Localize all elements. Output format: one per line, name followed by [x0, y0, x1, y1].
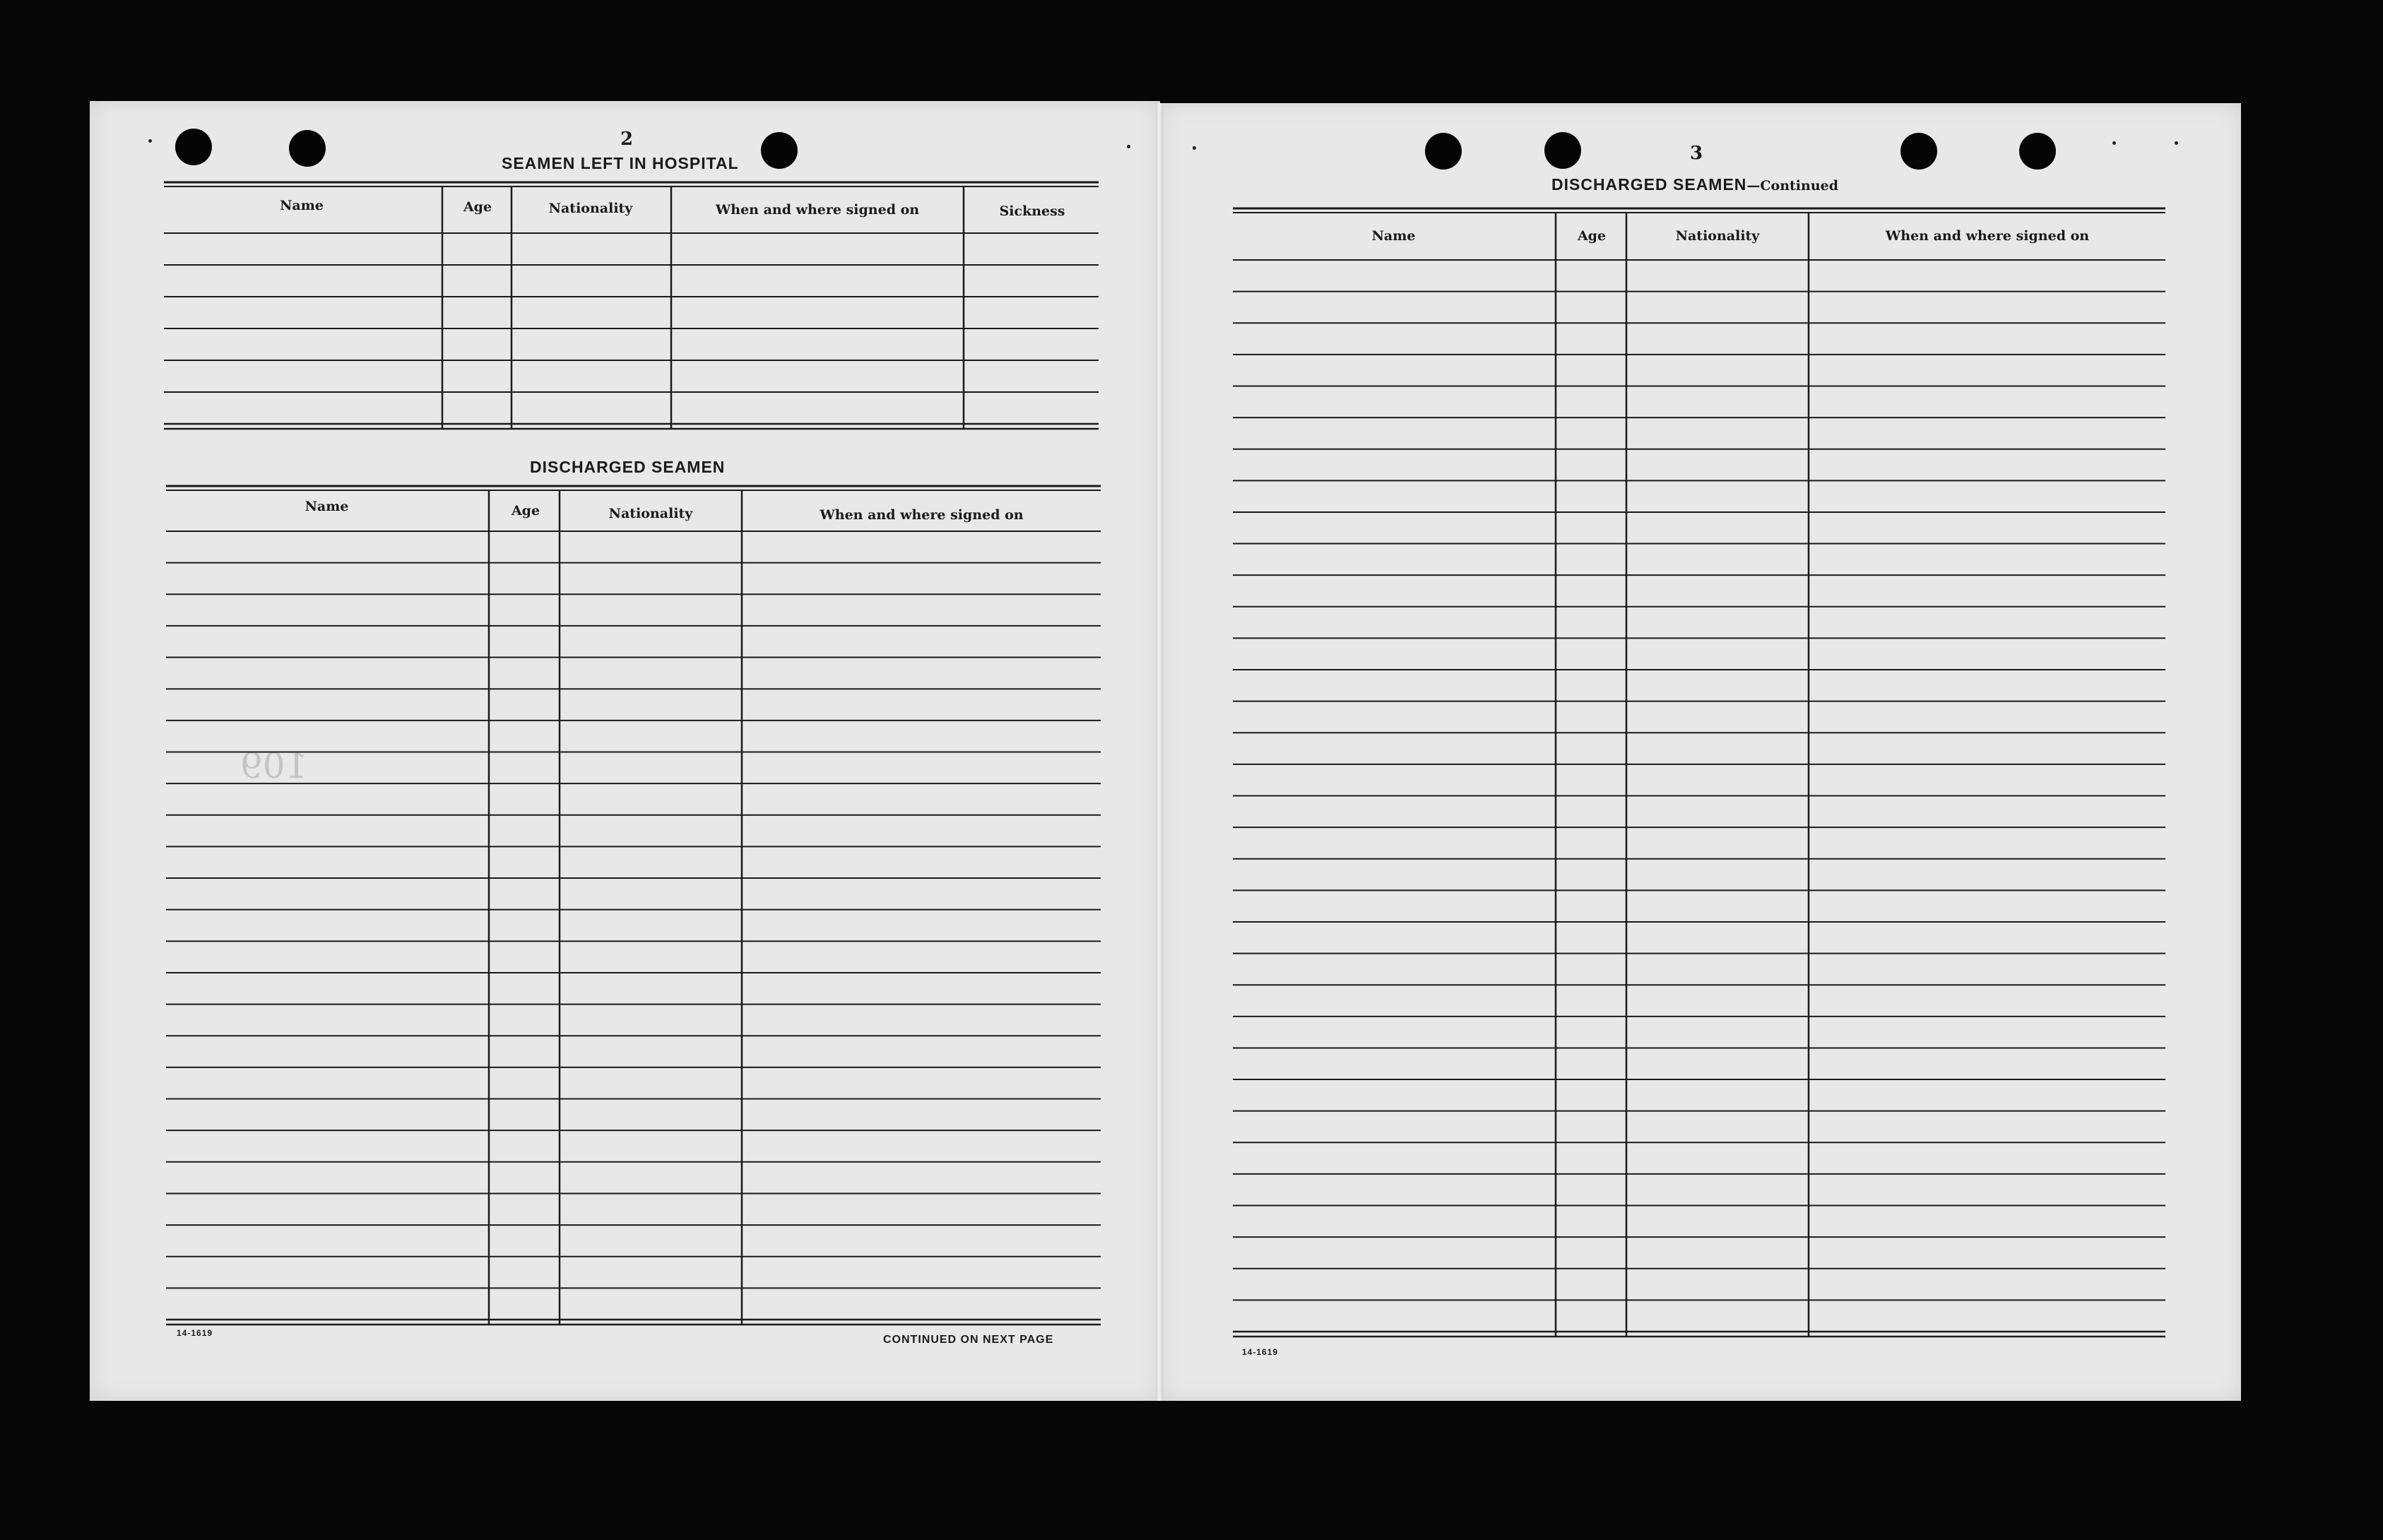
hospital-col-name: Name [280, 198, 324, 213]
right-col-name: Name [1371, 228, 1416, 244]
right-col-signed-on: When and where signed on [1885, 228, 2090, 244]
continued-note: CONTINUED ON NEXT PAGE [883, 1334, 1054, 1346]
right-title-suffix: —Continued [1746, 178, 1839, 194]
discharged-col-age: Age [511, 503, 540, 519]
discharged-col-signed-on: When and where signed on [820, 507, 1024, 523]
discharged-section-title: DISCHARGED SEAMEN [530, 458, 726, 476]
form-number-left: 14-1619 [177, 1328, 213, 1338]
right-col-age: Age [1577, 228, 1607, 244]
hospital-section-title: SEAMEN LEFT IN HOSPITAL [502, 154, 739, 172]
right-title-main: DISCHARGED SEAMEN [1551, 175, 1747, 194]
hospital-col-sickness: Sickness [999, 203, 1065, 219]
hospital-col-signed-on: When and where signed on [715, 202, 920, 218]
discharged-col-nationality: Nationality [608, 506, 693, 521]
hospital-col-nationality: Nationality [548, 201, 633, 216]
hospital-col-age: Age [463, 199, 492, 215]
page-number-left: 2 [620, 129, 634, 150]
form-number-right: 14-1619 [1242, 1347, 1279, 1357]
right-col-nationality: Nationality [1675, 228, 1760, 244]
discharged-col-name: Name [304, 499, 349, 514]
bleed-through-mark: 109 [240, 745, 308, 786]
page-number-right: 3 [1690, 143, 1703, 164]
